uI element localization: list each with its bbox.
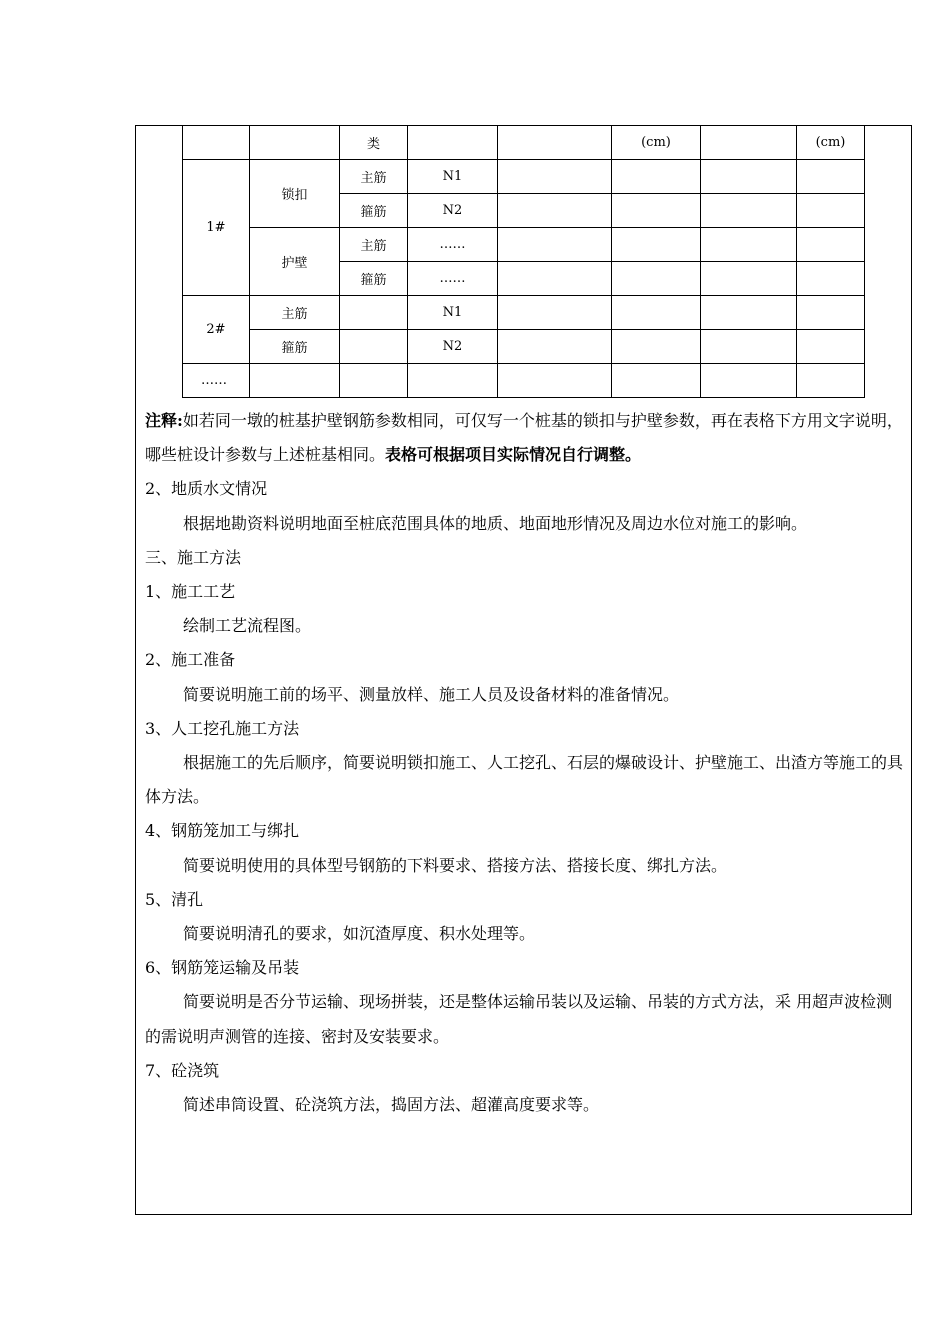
table-cell	[340, 364, 408, 398]
rebar-code-cell: N1	[408, 160, 498, 194]
table-row	[183, 296, 865, 330]
section-heading: 5、清孔	[145, 889, 204, 909]
rebar-type-cell: 箍筋	[340, 262, 408, 296]
section-body: 根据施工的先后顺序，简要说明锁扣施工、人工挖孔、石层的爆破设计、护壁施工、出渣方等施工的具体方法。	[145, 753, 904, 807]
table-cell	[797, 296, 865, 330]
table-cell	[701, 194, 797, 228]
table-cell	[701, 228, 797, 262]
table-cell	[498, 160, 612, 194]
table-cell	[701, 296, 797, 330]
table-cell: (cm)	[612, 126, 701, 160]
table-cell	[250, 364, 340, 398]
table-cell	[701, 330, 797, 364]
table-row	[183, 160, 865, 194]
rebar-code-cell: ……	[408, 228, 498, 262]
section-body: 简要说明清孔的要求，如沉渣厚度、积水处理等。	[183, 924, 536, 944]
rebar-type-cell: 箍筋	[250, 330, 340, 364]
group-name-cell: 护壁	[250, 228, 340, 296]
section-heading: 1、施工工艺	[145, 582, 236, 602]
rebar-type-cell: 主筋	[340, 160, 408, 194]
table-cell: 类	[340, 126, 408, 160]
table-cell	[498, 228, 612, 262]
rebar-code-cell: ……	[408, 262, 498, 296]
table-cell	[498, 330, 612, 364]
more-rows-cell: ……	[183, 364, 250, 398]
table-cell	[612, 228, 701, 262]
table-cell	[498, 262, 612, 296]
table-cell	[498, 194, 612, 228]
section-heading: 三、施工方法	[145, 547, 242, 567]
table-cell	[183, 126, 250, 160]
table-cell	[498, 364, 612, 398]
rebar-code-cell: N2	[408, 330, 498, 364]
note-colon: :	[177, 411, 183, 430]
rebar-code-cell: N1	[408, 296, 498, 330]
note-paragraph	[145, 404, 905, 472]
note-text: 如若同一墩的桩基护壁钢筋参数相同，可仅写一个桩基的锁扣与护壁参数，再在表格下方用文字说明，哪些桩设计参数与上述桩基相同。	[145, 411, 903, 465]
section-body: 简要说明使用的具体型号钢筋的下料要求、搭接方法、搭接长度、绑扎方法。	[183, 855, 728, 875]
section-body: 简要说明是否分节运输、现场拼装，还是整体运输吊装以及运输、吊装的方式方法，采 用超声波检测的需说明声测管的连接、密封及安装要求。	[145, 992, 893, 1046]
section-body: 简要说明施工前的场平、测量放样、施工人员及设备材料的准备情况。	[183, 684, 680, 704]
group-name-cell: 锁扣	[250, 160, 340, 228]
section-body: 简述串筒设置、砼浇筑方法，捣固方法、超灌高度要求等。	[183, 1095, 600, 1115]
section-body: 绘制工艺流程图。	[183, 616, 312, 636]
section-heading: 7、砼浇筑	[145, 1060, 220, 1080]
table-cell	[612, 330, 701, 364]
table-cell	[612, 194, 701, 228]
table-cell	[701, 364, 797, 398]
table-cell	[408, 126, 498, 160]
table-cell	[797, 194, 865, 228]
rebar-type-cell: 主筋	[340, 228, 408, 262]
table-cell: (cm)	[797, 126, 865, 160]
table-cell	[797, 160, 865, 194]
pile-id-cell: 1#	[183, 160, 250, 296]
rebar-code-cell: N2	[408, 194, 498, 228]
table-cell	[340, 330, 408, 364]
table-cell	[797, 330, 865, 364]
section-heading: 2、施工准备	[145, 650, 236, 670]
table-cell	[797, 364, 865, 398]
rebar-type-cell: 主筋	[250, 296, 340, 330]
table-cell	[612, 160, 701, 194]
table-cell	[612, 262, 701, 296]
pile-id-cell: 2#	[183, 296, 250, 364]
table-cell	[612, 364, 701, 398]
table-cell	[797, 228, 865, 262]
table-cell	[498, 296, 612, 330]
section-heading: 2、地质水文情况	[145, 479, 268, 499]
table-cell	[701, 262, 797, 296]
table-cell	[340, 296, 408, 330]
table-cell	[408, 364, 498, 398]
section-heading: 4、钢筋笼加工与绑扎	[145, 821, 300, 841]
table-cell	[701, 160, 797, 194]
document-body	[145, 404, 905, 1122]
section-heading: 6、钢筋笼运输及吊装	[145, 958, 300, 978]
rebar-type-cell: 箍筋	[340, 194, 408, 228]
section-heading: 3、人工挖孔施工方法	[145, 718, 300, 738]
table-cell	[498, 126, 612, 160]
note-bold-text: 表格可根据项目实际情况自行调整。	[385, 445, 642, 465]
table-row	[183, 330, 865, 364]
table-row	[183, 228, 865, 262]
table-row	[183, 364, 865, 398]
note-label: 注释	[145, 411, 178, 430]
rebar-parameter-table	[182, 125, 865, 398]
table-cell	[797, 262, 865, 296]
table-cell	[701, 126, 797, 160]
table-header-row	[183, 126, 865, 160]
section-body: 根据地勘资料说明地面至桩底范围具体的地质、地面地形情况及周边水位对施工的影响。	[183, 513, 808, 533]
table-cell	[612, 296, 701, 330]
table-cell	[250, 126, 340, 160]
